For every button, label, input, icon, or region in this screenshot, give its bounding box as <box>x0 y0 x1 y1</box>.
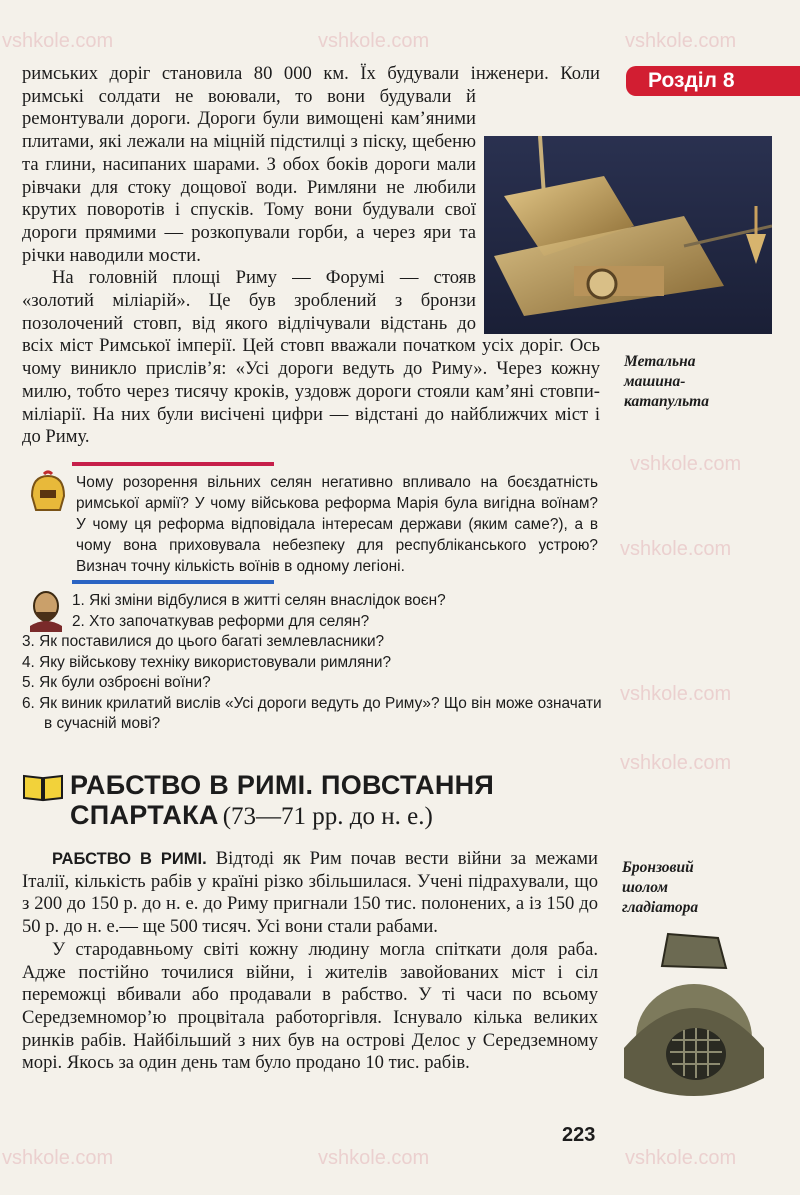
question-item: 2. Хто започаткував реформи для селян? <box>72 612 370 630</box>
intro-text <box>22 63 600 449</box>
page-number: 223 <box>562 1124 596 1146</box>
catapult-caption: Метальна машина-катапульта <box>624 353 709 410</box>
watermark: vshkole.com <box>625 30 737 52</box>
divider <box>72 462 274 466</box>
helmet-icon <box>24 470 70 516</box>
watermark: vshkole.com <box>620 752 732 774</box>
divider <box>72 580 274 584</box>
watermark: vshkole.com <box>625 1147 737 1169</box>
think-box-text: Чому розорення вільних селян негативно впливало на боєздатність римської армії? У чому військова реформа Марія була вигідна воїнам? У чому ця реформа відповідала інтересам держави (яким саме?), а в чому вона приховувала небезпеку для республіканського устрою? Визнач точну кількість воїнів в одному легіоні. <box>76 474 598 575</box>
paragraph-body: Відтоді як Рим почав вести війни за межами Італії, кількість рабів у країні різко збільшилася. Учені підрахували, що з 200 до 150 р. до н. е. до Риму пригнали 150 тис. полонених, а із 150 до 50 р. до н. е.— ще 500 тисяч. Усі вони стали рабами. <box>22 848 598 938</box>
question-item: 1. Які зміни відбулися в житті селян внаслідок воєн? <box>72 592 446 609</box>
question-item: 3. Як поставилися до цього багаті землевласники? <box>22 633 385 650</box>
watermark: vshkole.com <box>620 538 732 560</box>
watermark: vshkole.com <box>318 30 430 52</box>
watermark: vshkole.com <box>2 30 114 52</box>
paragraph: римських доріг становила 80 000 км. Їх будували інженери. Коли римські солдати не воювали, то вони будували й ремонтували дороги. Дороги були вимощені кам’яними плитами, які лежали на міцній підстилці з піску, щебеню та глини, насипаних шарами. З обох боків дороги мали рівчаки для стоку дощової води. Римляни не любили крутих поворотів і спусків. Тому вони будували свої дороги прямими — розкопували горби, а через яри та річки наводили мости. <box>22 63 600 266</box>
question-item: 5. Як були озброєні воїни? <box>22 674 211 691</box>
helmet-image <box>614 928 774 1114</box>
question-item: 4. Яку військову техніку використовували римляни? <box>22 653 392 671</box>
watermark: vshkole.com <box>2 1147 114 1169</box>
paragraph-lead: РАБСТВО В РИМІ. <box>52 850 207 868</box>
slavery-text <box>22 848 598 1075</box>
section-tab: Розділ 8 <box>626 66 800 96</box>
questions-list <box>22 591 602 735</box>
book-icon <box>22 772 64 802</box>
heading-line-1: РАБСТВО В РИМІ. ПОВСТАННЯ <box>70 770 495 800</box>
heading-dates: (73—71 рр. до н. е.) <box>222 803 433 830</box>
watermark: vshkole.com <box>620 683 732 705</box>
watermark: vshkole.com <box>630 453 742 475</box>
helmet-caption: Бронзовий шолом гладіатора <box>622 859 699 916</box>
paragraph: У стародавньому світі кожну людину могла спіткати доля раба. Адже постійно точилися війни, і жителів завойованих міст і сіл переможці вбивали або продавали в рабство. У ті часи по всьому Середземномор’ю процвітала работоргівля. Існувало кілька великих ринків рабів. Найбільший з них був на острові Делос у Середземному морі. Якось за один день там було продано 10 тис. рабів. <box>22 938 598 1074</box>
heading-line-2: СПАРТАКА <box>70 800 219 830</box>
paragraph: На головній площі Риму — Форумі — стояв «золотий міліарій». Це був зроблений з бронзи позолочений стовп, від якого відлічували відстань до всіх міст Римської імперії. Цей стовп вважали початком усіх доріг. Ось чому виникло прислів’я: «Усі дороги ведуть до Риму». Через кожну милю, тобто через тисячу кроків, уздовж дороги стояли кам’яні стовпи-міліарії. На них були висічені цифри — відстані до найближчих міст і до Риму. <box>22 267 600 448</box>
section-heading <box>70 770 494 831</box>
question-item: 6. Як виник крилатий вислів «Усі дороги ведуть до Риму»? Що він може означати в сучасній мові? <box>22 694 602 732</box>
paragraph <box>22 848 598 939</box>
watermark: vshkole.com <box>318 1147 430 1169</box>
